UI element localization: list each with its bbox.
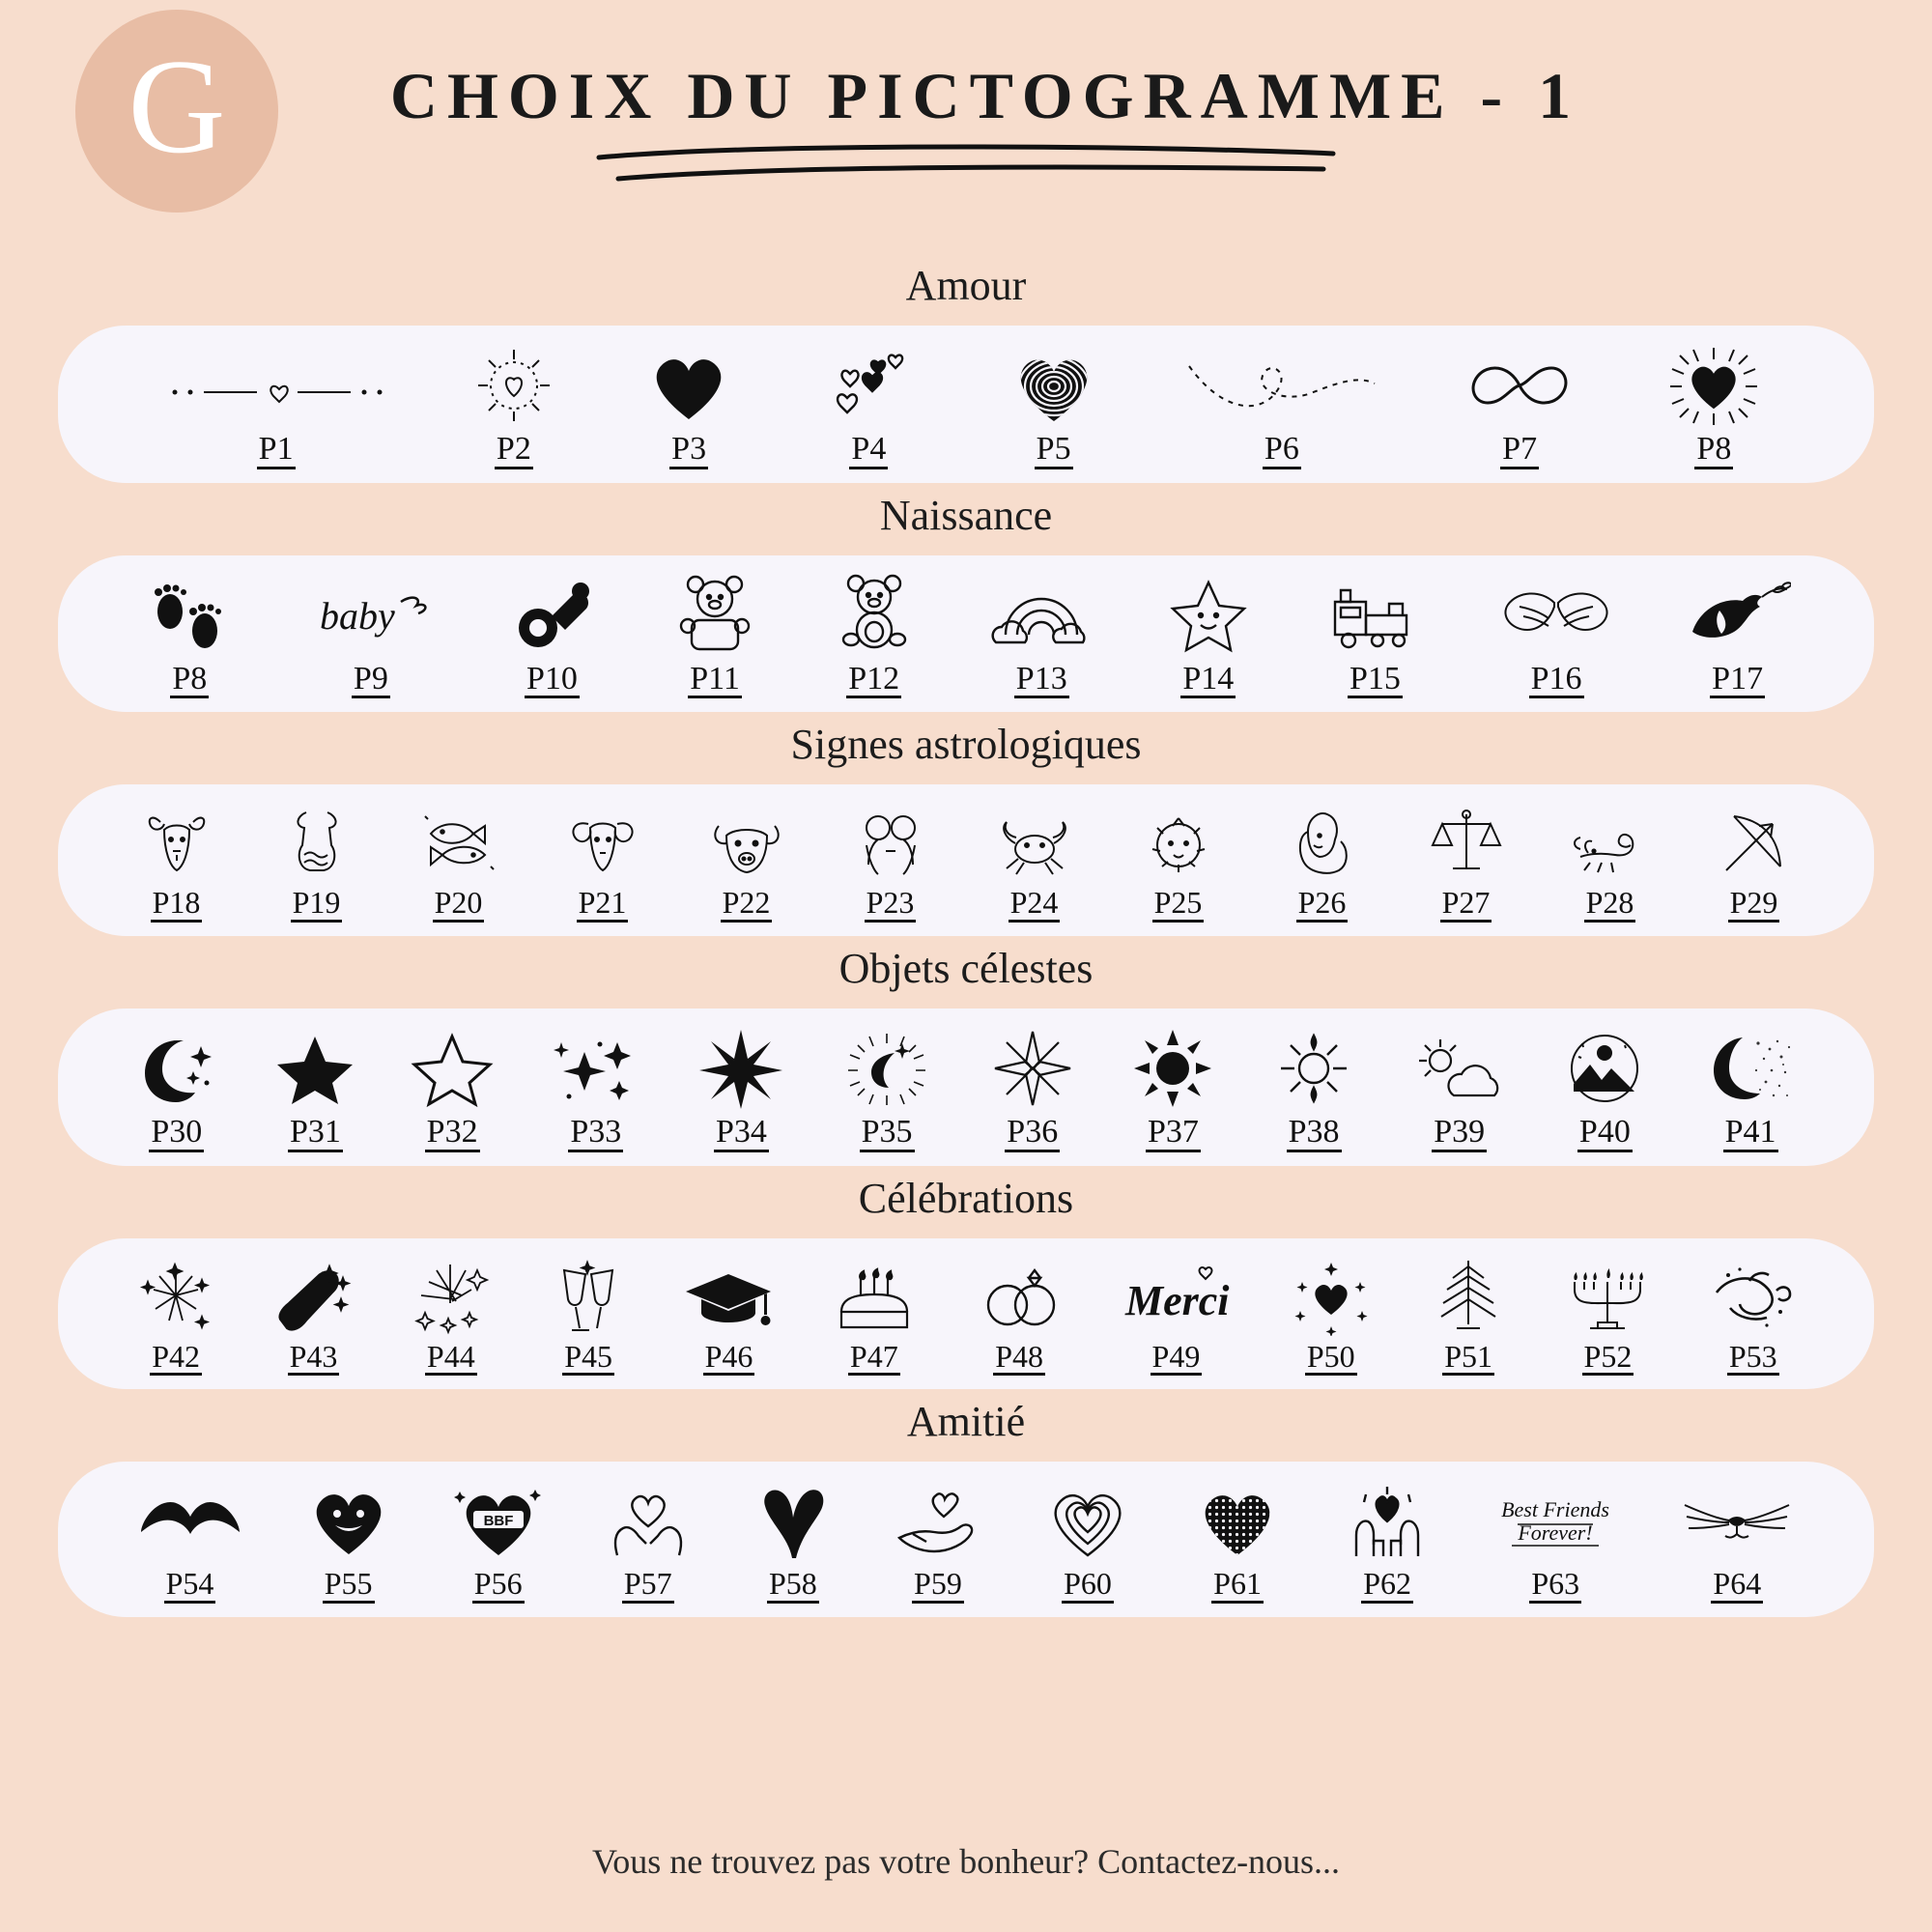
pictogram-code: P26 bbox=[1296, 887, 1349, 923]
aquarius-vase-icon bbox=[277, 802, 356, 883]
brush-heart-icon bbox=[753, 1479, 833, 1564]
virgo-maiden-icon bbox=[1281, 802, 1364, 883]
pictogram-code: P64 bbox=[1711, 1568, 1763, 1604]
pictogram-code: P47 bbox=[848, 1341, 900, 1377]
pictogram-code: P45 bbox=[562, 1341, 614, 1377]
footer-note: Vous ne trouvez pas votre bonheur? Contactez-nous... bbox=[591, 1842, 1341, 1881]
christmas-tree-icon bbox=[1428, 1256, 1509, 1337]
pictogram-option[interactable] bbox=[503, 573, 600, 699]
pictogram-code: P5 bbox=[1035, 432, 1073, 469]
pictogram-code: P25 bbox=[1152, 887, 1205, 923]
pictogram-code: P52 bbox=[1582, 1341, 1634, 1377]
pictogram-code: P39 bbox=[1432, 1115, 1487, 1152]
pictogram-option[interactable] bbox=[548, 1026, 644, 1152]
leo-lion-icon bbox=[1137, 802, 1220, 883]
pictogram-code: P12 bbox=[846, 662, 901, 699]
sun-outline-rays-icon bbox=[1270, 1026, 1357, 1111]
star-sparkles-icon bbox=[548, 1026, 644, 1111]
sagittarius-bow-icon bbox=[1713, 802, 1796, 883]
pictogram-option[interactable] bbox=[1129, 1026, 1216, 1152]
section-title: Naissance bbox=[879, 491, 1053, 539]
pictogram-code: P62 bbox=[1361, 1568, 1413, 1604]
title-underline-icon bbox=[580, 140, 1352, 194]
pictogram-code: P8 bbox=[1694, 432, 1733, 469]
pictogram-option[interactable] bbox=[670, 573, 759, 699]
compass-star-icon bbox=[989, 1026, 1076, 1111]
teddy-bear-outline-icon bbox=[670, 573, 759, 658]
section-title: Signes astrologiques bbox=[790, 721, 1142, 769]
pictogram-option[interactable] bbox=[1561, 1256, 1654, 1377]
pictogram-option[interactable] bbox=[1561, 1026, 1648, 1152]
sun-behind-cloud-icon bbox=[1411, 1026, 1508, 1111]
svg-text:BBF: BBF bbox=[483, 1513, 514, 1530]
pictogram-code: P48 bbox=[993, 1341, 1045, 1377]
sun-with-rays-icon bbox=[1129, 1026, 1216, 1111]
pictogram-option[interactable] bbox=[273, 1026, 356, 1152]
brand-letter: G bbox=[128, 32, 226, 182]
pictogram-option[interactable] bbox=[466, 343, 562, 469]
dashed-flying-heart-icon bbox=[1185, 343, 1378, 428]
pictogram-option[interactable] bbox=[561, 802, 644, 923]
pictogram-code: P17 bbox=[1710, 662, 1765, 699]
pictogram-row bbox=[58, 1462, 1874, 1617]
pictogram-option[interactable] bbox=[408, 1256, 495, 1377]
pictogram-option[interactable] bbox=[132, 1256, 219, 1377]
best-friends-forever-text-icon bbox=[1492, 1479, 1618, 1564]
page-header bbox=[0, 58, 1932, 194]
section-title: Objets célestes bbox=[838, 944, 1094, 992]
capricorn-goat-icon bbox=[137, 802, 216, 883]
mountain-sun-circle-icon bbox=[1561, 1026, 1648, 1111]
pictogram-code: P54 bbox=[164, 1568, 216, 1604]
section-celebrations bbox=[58, 1174, 1874, 1390]
pictogram-code: P28 bbox=[1584, 887, 1636, 923]
section-title: Amour bbox=[905, 262, 1027, 309]
pictogram-code: P36 bbox=[1005, 1115, 1060, 1152]
svg-text:Merci: Merci bbox=[1125, 1276, 1230, 1324]
pictogram-code: P41 bbox=[1723, 1115, 1778, 1152]
pictogram-code: P21 bbox=[577, 887, 629, 923]
pictogram-option[interactable] bbox=[1281, 802, 1364, 923]
pictogram-option[interactable] bbox=[705, 802, 788, 923]
pictogram-code: P63 bbox=[1529, 1568, 1581, 1604]
ramadan-calligraphy-icon bbox=[1707, 1256, 1800, 1337]
pictogram-option[interactable] bbox=[838, 1026, 935, 1152]
heart-stars-wreath-icon bbox=[1287, 1256, 1376, 1337]
infinity-icon bbox=[1457, 343, 1582, 428]
section-amitie bbox=[58, 1397, 1874, 1617]
pictogram-option[interactable] bbox=[1425, 802, 1508, 923]
pictogram-option[interactable] bbox=[1165, 573, 1252, 699]
pictogram-option[interactable] bbox=[1679, 1479, 1795, 1604]
svg-text:baby: baby bbox=[319, 593, 395, 638]
pictogram-code: P19 bbox=[291, 887, 343, 923]
pictogram-code: P20 bbox=[433, 887, 485, 923]
pictogram-code: P51 bbox=[1442, 1341, 1494, 1377]
pictogram-code: P49 bbox=[1151, 1341, 1203, 1377]
pictogram-option[interactable] bbox=[993, 802, 1076, 923]
pictogram-code: P24 bbox=[1009, 887, 1061, 923]
pictogram-option[interactable] bbox=[1685, 573, 1791, 699]
pictogram-option[interactable] bbox=[454, 1479, 543, 1604]
baby-footprints-icon bbox=[141, 573, 238, 658]
pictogram-code: P3 bbox=[669, 432, 708, 469]
pictogram-option[interactable] bbox=[277, 802, 356, 923]
pictogram-option[interactable] bbox=[1457, 343, 1582, 469]
section-naissance bbox=[58, 491, 1874, 713]
pictogram-code: P15 bbox=[1348, 662, 1403, 699]
pictogram-option[interactable] bbox=[137, 802, 216, 923]
pictogram-code: P29 bbox=[1728, 887, 1780, 923]
toy-train-icon bbox=[1321, 573, 1428, 658]
pictogram-option[interactable] bbox=[1343, 1479, 1432, 1604]
pictogram-option[interactable] bbox=[894, 1479, 982, 1604]
section-signes-astrologiques bbox=[58, 720, 1874, 936]
dotted-heart-icon bbox=[1193, 1479, 1282, 1564]
scorpio-scorpion-icon bbox=[1569, 802, 1652, 883]
pictogram-option[interactable] bbox=[1702, 1026, 1799, 1152]
pictogram-code: P38 bbox=[1287, 1115, 1342, 1152]
pictogram-option[interactable] bbox=[1270, 1026, 1357, 1152]
dotted-line-heart-icon bbox=[165, 343, 387, 428]
pictogram-code: P42 bbox=[150, 1341, 202, 1377]
pictogram-code: P59 bbox=[912, 1568, 964, 1604]
pictogram-option[interactable] bbox=[137, 1479, 243, 1604]
fireworks-burst-icon bbox=[132, 1256, 219, 1337]
pictogram-option[interactable] bbox=[141, 573, 238, 699]
pictogram-option[interactable] bbox=[1411, 1026, 1508, 1152]
eight-point-burst-star-icon bbox=[697, 1026, 784, 1111]
pictogram-option[interactable] bbox=[753, 1479, 833, 1604]
pictogram-option[interactable] bbox=[1707, 1256, 1800, 1377]
pacifier-icon bbox=[503, 573, 600, 658]
pictogram-option[interactable] bbox=[1287, 1256, 1376, 1377]
menorah-icon bbox=[1561, 1256, 1654, 1337]
pictogram-code: P6 bbox=[1263, 432, 1301, 469]
merci-script-icon bbox=[1118, 1256, 1234, 1337]
pictogram-option[interactable] bbox=[1492, 1479, 1618, 1604]
two-hands-heart-icon bbox=[1343, 1479, 1432, 1564]
graduation-cap-icon bbox=[682, 1256, 775, 1337]
pictogram-row bbox=[58, 555, 1874, 713]
section-amour bbox=[58, 261, 1874, 483]
pictogram-option[interactable] bbox=[1001, 343, 1107, 469]
section-title: Amitié bbox=[906, 1398, 1026, 1446]
small-hearts-cluster-icon bbox=[815, 343, 922, 428]
pictogram-option[interactable] bbox=[815, 343, 922, 469]
pictogram-code: P9 bbox=[352, 662, 390, 699]
pictogram-option[interactable] bbox=[828, 1256, 921, 1377]
pictogram-code: P53 bbox=[1727, 1341, 1779, 1377]
svg-text:Forever!: Forever! bbox=[1518, 1520, 1593, 1546]
cancer-crab-icon bbox=[993, 802, 1076, 883]
cat-whiskers-icon bbox=[1679, 1479, 1795, 1564]
pictogram-code: P37 bbox=[1146, 1115, 1201, 1152]
libra-scales-icon bbox=[1425, 802, 1508, 883]
pictogram-code: P10 bbox=[525, 662, 580, 699]
pictogram-code: P46 bbox=[703, 1341, 755, 1377]
pictogram-catalog bbox=[0, 261, 1932, 1625]
pictogram-code: P35 bbox=[860, 1115, 915, 1152]
pictogram-code: P27 bbox=[1440, 887, 1492, 923]
pictogram-option[interactable] bbox=[1713, 802, 1796, 923]
pictogram-code: P18 bbox=[151, 887, 203, 923]
aries-ram-icon bbox=[561, 802, 644, 883]
concentric-hearts-icon bbox=[1043, 1479, 1132, 1564]
pictogram-code: P1 bbox=[257, 432, 296, 469]
smiling-star-icon bbox=[1165, 573, 1252, 658]
smiling-heart-icon bbox=[304, 1479, 393, 1564]
pictogram-option[interactable] bbox=[989, 1026, 1076, 1152]
pictogram-code: P44 bbox=[425, 1341, 477, 1377]
birthday-cake-icon bbox=[828, 1256, 921, 1337]
pictogram-option[interactable] bbox=[604, 1479, 693, 1604]
pictogram-option[interactable] bbox=[1428, 1256, 1509, 1377]
fingerprint-heart-icon bbox=[1001, 343, 1107, 428]
pictogram-code: P8 bbox=[170, 662, 209, 699]
svg-text:Best Friends: Best Friends bbox=[1501, 1497, 1610, 1522]
baby-script-word-icon bbox=[308, 573, 434, 658]
bff-heart-badge-icon bbox=[454, 1479, 543, 1564]
champagne-bottle-icon bbox=[271, 1256, 355, 1337]
pictogram-code: P61 bbox=[1211, 1568, 1264, 1604]
pictogram-option[interactable] bbox=[1118, 1256, 1234, 1377]
pictogram-code: P55 bbox=[323, 1568, 375, 1604]
section-title: Célébrations bbox=[858, 1174, 1074, 1222]
pictogram-option[interactable] bbox=[1137, 802, 1220, 923]
pictogram-code: P43 bbox=[288, 1341, 340, 1377]
pictogram-code: P14 bbox=[1180, 662, 1236, 699]
pictogram-option[interactable] bbox=[1185, 343, 1378, 469]
pictogram-code: P56 bbox=[472, 1568, 525, 1604]
pictogram-option[interactable] bbox=[547, 1256, 630, 1377]
taurus-bull-icon bbox=[705, 802, 788, 883]
teddy-bear-sitting-icon bbox=[830, 573, 919, 658]
outline-star-icon bbox=[411, 1026, 494, 1111]
hands-heart-shape-icon bbox=[137, 1479, 243, 1564]
hands-holding-heart-icon bbox=[604, 1479, 693, 1564]
clinking-glasses-icon bbox=[547, 1256, 630, 1337]
pictogram-row bbox=[58, 1009, 1874, 1166]
pictogram-option[interactable] bbox=[304, 1479, 393, 1604]
pictogram-option[interactable] bbox=[697, 1026, 784, 1152]
pictogram-row bbox=[58, 784, 1874, 936]
pictogram-option[interactable] bbox=[133, 1026, 220, 1152]
pictogram-code: P31 bbox=[288, 1115, 343, 1152]
pictogram-option[interactable] bbox=[271, 1256, 355, 1377]
crescent-moon-stars-icon bbox=[133, 1026, 220, 1111]
pisces-fish-icon bbox=[417, 802, 500, 883]
pictogram-option[interactable] bbox=[682, 1256, 775, 1377]
dove-olive-branch-icon bbox=[1685, 573, 1791, 658]
pictogram-option[interactable] bbox=[830, 573, 919, 699]
radiant-heart-icon bbox=[1661, 343, 1767, 428]
pictogram-code: P16 bbox=[1529, 662, 1584, 699]
solid-star-icon bbox=[273, 1026, 356, 1111]
pictogram-option[interactable] bbox=[973, 1256, 1065, 1377]
solid-heart-icon bbox=[640, 343, 737, 428]
pictogram-code: P58 bbox=[767, 1568, 819, 1604]
angel-wings-icon bbox=[1498, 573, 1614, 658]
pictogram-code: P22 bbox=[721, 887, 773, 923]
pictogram-row bbox=[58, 1238, 1874, 1390]
pictogram-option[interactable] bbox=[1043, 1479, 1132, 1604]
pictogram-code: P13 bbox=[1014, 662, 1069, 699]
pictogram-option[interactable] bbox=[417, 802, 500, 923]
wedding-rings-icon bbox=[973, 1256, 1065, 1337]
pictogram-code: P40 bbox=[1577, 1115, 1633, 1152]
pictogram-option[interactable] bbox=[1661, 343, 1767, 469]
pictogram-option[interactable] bbox=[1569, 802, 1652, 923]
pictogram-code: P30 bbox=[149, 1115, 204, 1152]
moon-starfield-icon bbox=[1702, 1026, 1799, 1111]
pictogram-option[interactable] bbox=[988, 573, 1094, 699]
hand-offering-heart-icon bbox=[894, 1479, 982, 1564]
pictogram-option[interactable] bbox=[411, 1026, 494, 1152]
radiant-crescent-moon-icon bbox=[838, 1026, 935, 1111]
heart-in-circle-rays-icon bbox=[466, 343, 562, 428]
pictogram-code: P32 bbox=[425, 1115, 480, 1152]
pictogram-code: P23 bbox=[865, 887, 917, 923]
page-title: CHOIX DU PICTOGRAMME - 1 bbox=[389, 59, 1581, 132]
rainbow-cloud-icon bbox=[988, 573, 1094, 658]
pictogram-option[interactable] bbox=[1321, 573, 1428, 699]
pictogram-option[interactable] bbox=[1498, 573, 1614, 699]
pictogram-row bbox=[58, 326, 1874, 483]
pictogram-code: P50 bbox=[1305, 1341, 1357, 1377]
pictogram-code: P7 bbox=[1500, 432, 1539, 469]
section-objets-celestes bbox=[58, 944, 1874, 1166]
pictogram-code: P11 bbox=[688, 662, 742, 699]
pictogram-option[interactable] bbox=[1193, 1479, 1282, 1604]
pictogram-option[interactable] bbox=[165, 343, 387, 469]
pictogram-code: P57 bbox=[622, 1568, 674, 1604]
gemini-twins-icon bbox=[849, 802, 932, 883]
pictogram-option[interactable] bbox=[640, 343, 737, 469]
pictogram-code: P60 bbox=[1062, 1568, 1114, 1604]
pictogram-code: P34 bbox=[714, 1115, 769, 1152]
sparkler-stars-icon bbox=[408, 1256, 495, 1337]
pictogram-option[interactable] bbox=[308, 573, 434, 699]
pictogram-code: P2 bbox=[495, 432, 533, 469]
pictogram-option[interactable] bbox=[849, 802, 932, 923]
pictogram-code: P4 bbox=[849, 432, 888, 469]
pictogram-code: P33 bbox=[568, 1115, 623, 1152]
